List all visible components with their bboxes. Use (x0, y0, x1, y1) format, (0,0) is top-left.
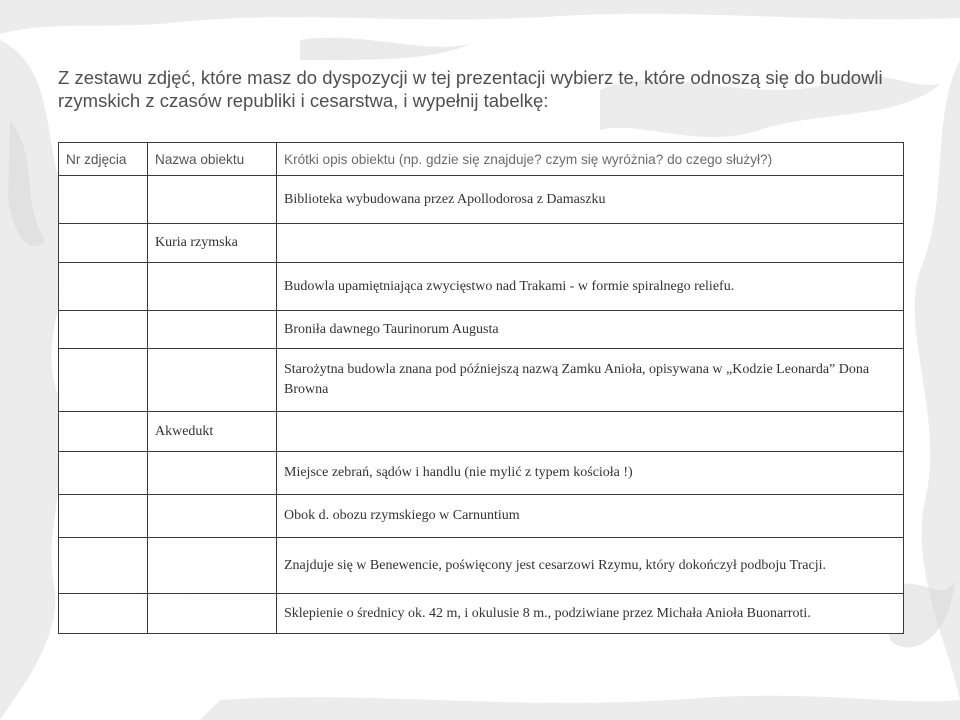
photo-number-cell[interactable] (59, 594, 148, 634)
header-photo-number: Nr zdjęcia (59, 143, 148, 176)
instruction-text: Z zestawu zdjęć, które masz do dyspozycji w tej prezentacji wybierz te, które odnoszą się do budowli rzymskich z czasów republiki i cesarstwa, i wypełnij tabelkę: (58, 67, 883, 111)
table-row (59, 538, 904, 594)
photo-number-cell[interactable] (59, 452, 148, 495)
object-name-cell[interactable] (148, 349, 277, 412)
photo-number-cell[interactable] (59, 412, 148, 452)
object-name-cell[interactable] (148, 263, 277, 311)
photo-number-cell[interactable] (59, 176, 148, 224)
description-cell: Starożytna budowla znana pod późniejszą nazwą Zamku Anioła, opisywana w „Kodzie Leonarda” Dona Browna (277, 349, 904, 412)
photo-number-cell[interactable] (59, 349, 148, 412)
table-row (59, 594, 904, 634)
table-row (59, 495, 904, 538)
description-cell: Broniła dawnego Taurinorum Augusta (277, 311, 904, 349)
photo-number-cell[interactable] (59, 495, 148, 538)
description-cell: Budowla upamiętniająca zwycięstwo nad Trakami - w formie spiralnego reliefu. (277, 263, 904, 311)
header-description: Krótki opis obiektu (np. gdzie się znajduje? czym się wyróżnia? do czego służył?) (277, 143, 904, 176)
description-cell[interactable] (277, 412, 904, 452)
object-name-cell[interactable] (148, 311, 277, 349)
photo-number-cell[interactable] (59, 224, 148, 263)
description-cell: Znajduje się w Benewencie, poświęcony jest cesarzowi Rzymu, który dokończył podboju Tracji. (277, 538, 904, 594)
description-cell: Miejsce zebrań, sądów i handlu (nie mylić z typem kościoła !) (277, 452, 904, 495)
assignment-table (58, 142, 904, 634)
photo-number-cell[interactable] (59, 538, 148, 594)
object-name-cell: Kuria rzymska (148, 224, 277, 263)
table-row (59, 224, 904, 263)
table-row (59, 263, 904, 311)
header-object-name: Nazwa obiektu (148, 143, 277, 176)
table-row (59, 176, 904, 224)
object-name-cell[interactable] (148, 495, 277, 538)
table-header-row (59, 143, 904, 176)
object-name-cell[interactable] (148, 452, 277, 495)
table-row (59, 452, 904, 495)
description-cell: Biblioteka wybudowana przez Apollodorosa z Damaszku (277, 176, 904, 224)
object-name-cell: Akwedukt (148, 412, 277, 452)
table-row (59, 311, 904, 349)
photo-number-cell[interactable] (59, 263, 148, 311)
object-name-cell[interactable] (148, 594, 277, 634)
description-cell: Obok d. obozu rzymskiego w Carnuntium (277, 495, 904, 538)
description-cell[interactable] (277, 224, 904, 263)
table-row (59, 412, 904, 452)
description-cell: Sklepienie o średnicy ok. 42 m, i okulusie 8 m., podziwiane przez Michała Anioła Buonarroti. (277, 594, 904, 634)
photo-number-cell[interactable] (59, 311, 148, 349)
table-row (59, 349, 904, 412)
object-name-cell[interactable] (148, 538, 277, 594)
object-name-cell[interactable] (148, 176, 277, 224)
